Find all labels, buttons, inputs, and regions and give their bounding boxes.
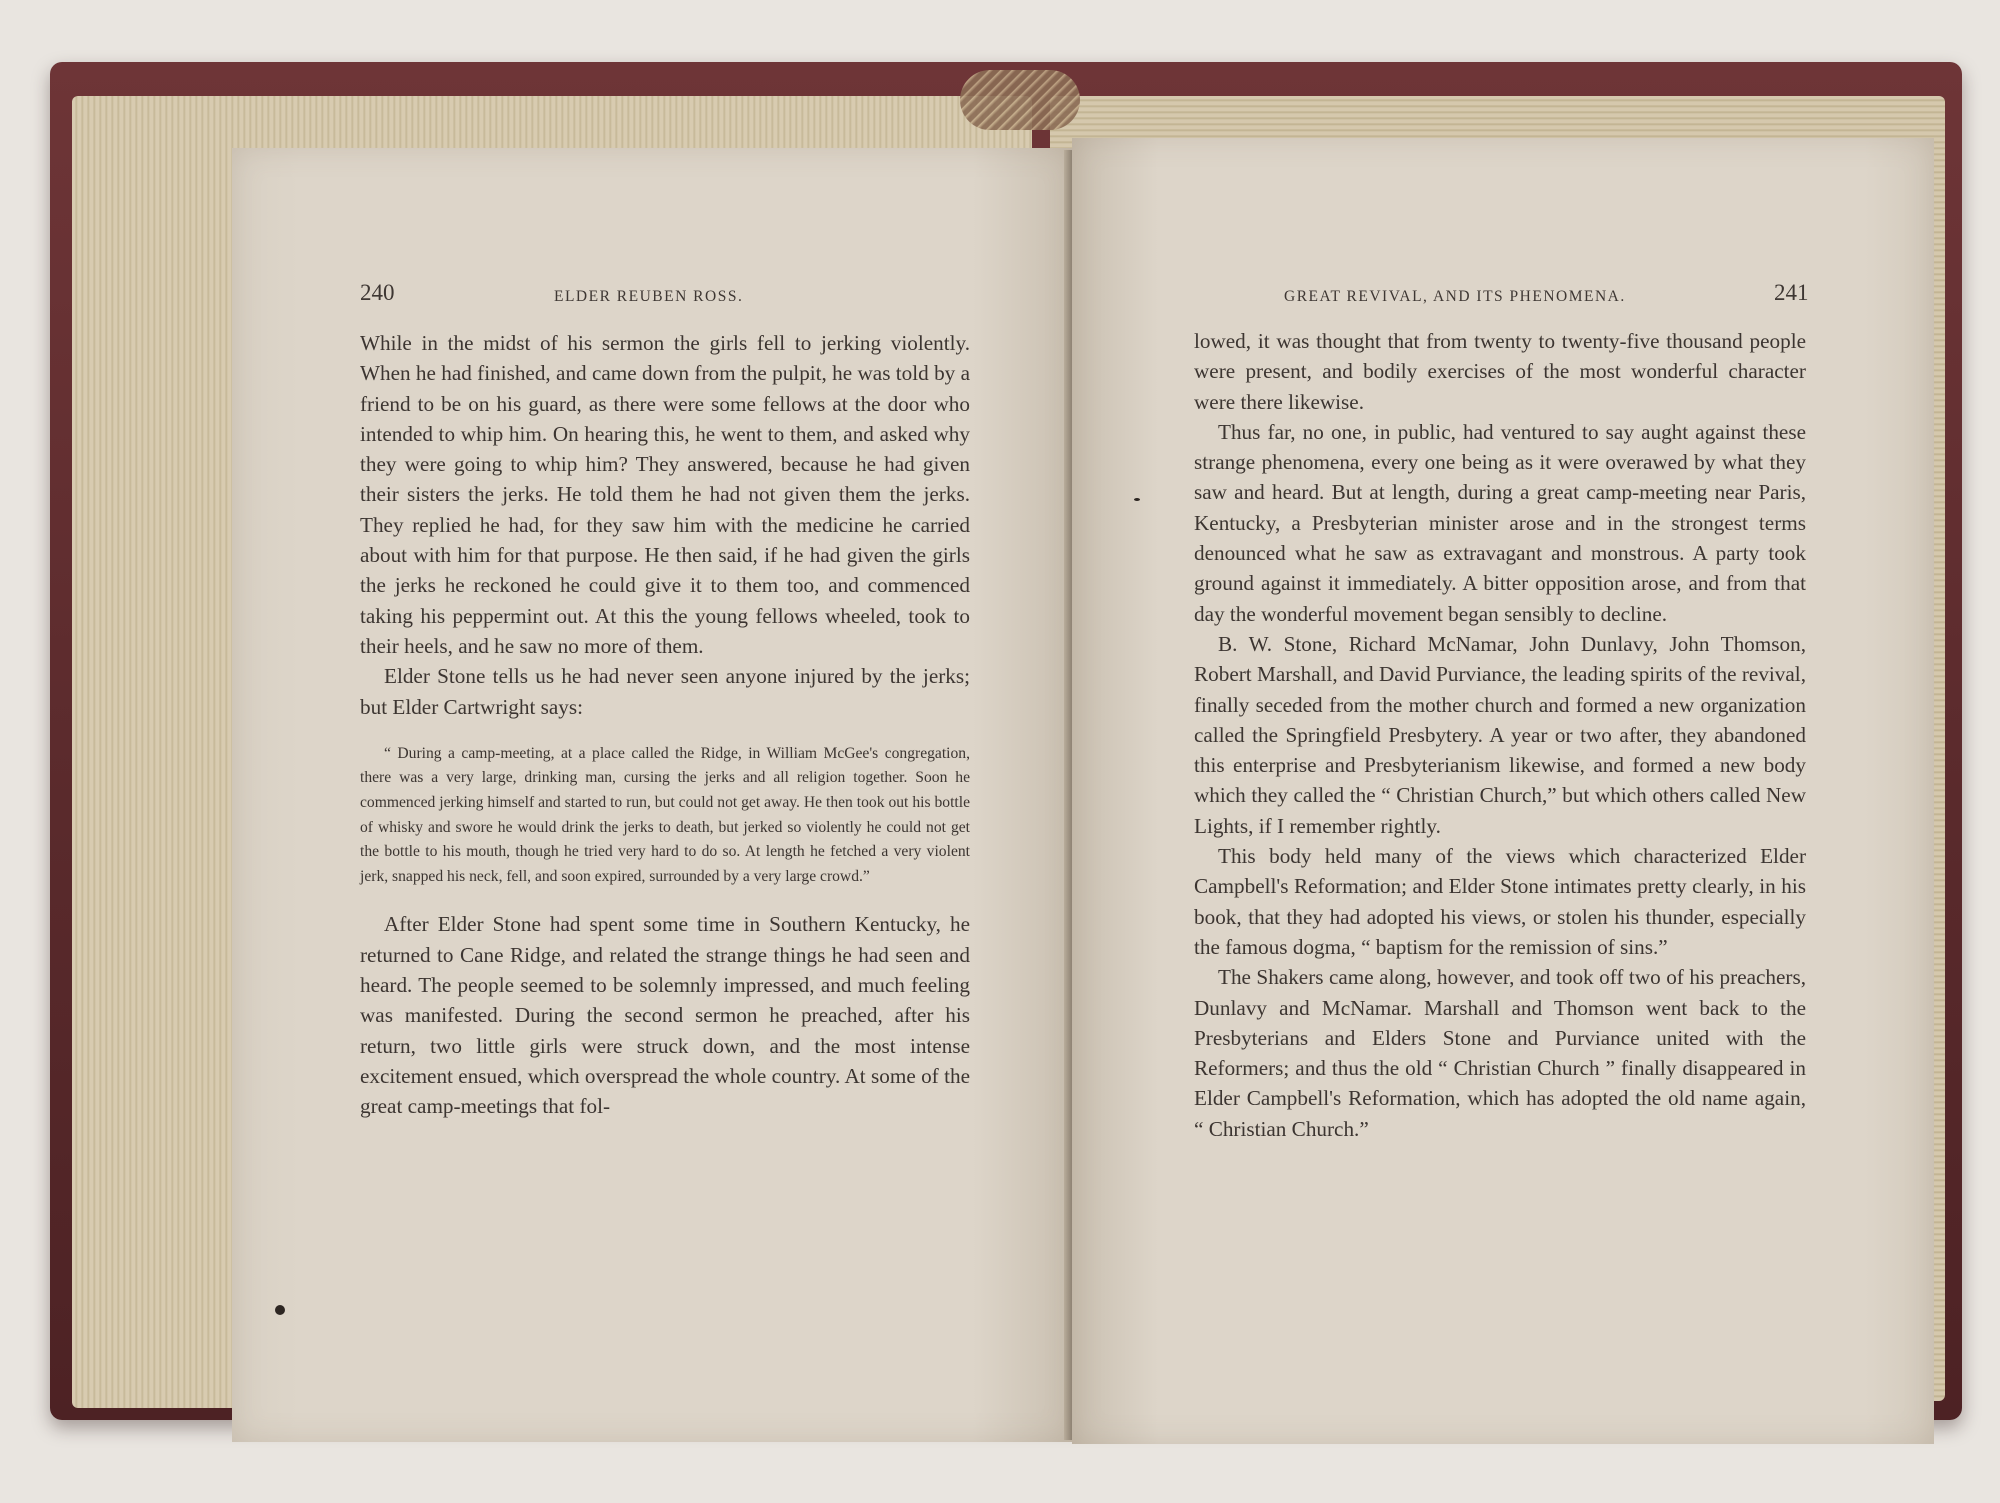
ink-mark (1134, 498, 1140, 501)
right-paragraph-1: Thus far, no one, in public, had ventured to say aught against these strange phenomena, every one being as it were overawed by what they saw and heard. But at length, during a great camp-meeting near Paris, Kentucky, a Presbyterian minister arose and in the strongest terms denounced what he saw as extravagant and monstrous. A party took ground against it immediately. A bitter opposition arose, and from that day the wonderful movement began sensibly to decline. (1194, 419, 1806, 626)
left-paragraph-3: After Elder Stone had spent some time in Southern Kentucky, he returned to Cane Ridge, and related the strange things he had seen and heard. The people seemed to be solemnly impressed, and much feeling was manifested. During the second sermon he preached, after his return, two little girls were struck down, and the most intense excitement ensued, which overspread the whole country. At some of the great camp-meetings that fol- (360, 912, 970, 1119)
ink-spot (275, 1305, 285, 1315)
right-running-head: GREAT REVIVAL, AND ITS PHENOMENA. (1284, 288, 1626, 305)
right-page-body (1194, 326, 1806, 1144)
left-paragraph-1: While in the midst of his sermon the girls fell to jerking violently. When he had finished, and came down from the pulpit, he was told by a friend to be on his guard, as there were some fellows at the door who intended to whip him. On hearing this, he went to them, and asked why they were going to whip him? They answered, because he had given their sisters the jerks. He told them he had not given them the jerks. They replied he had, for they saw him with the medicine he carried about with him for that purpose. He then said, if he had given the girls the jerks he reckoned he could give it to them too, and commenced taking his peppermint out. At this the young fellows wheeled, took to their heels, and he saw no more of them. (360, 331, 970, 658)
right-paragraph-2: B. W. Stone, Richard McNamar, John Dunlavy, John Thomson, Robert Marshall, and David Purviance, the leading spirits of the revival, finally seceded from the mother church and formed a new organization called the Springfield Presbytery. A year or two after, they abandoned this enterprise and Presbyterianism likewise, and formed a new body which they called the “ Christian Church,” but which others called New Lights, if I remember rightly. (1194, 631, 1806, 838)
left-page-number: 240 (360, 280, 395, 305)
right-page (1072, 138, 1934, 1444)
right-page-number: 241 (1774, 280, 1809, 305)
right-paragraph-4: The Shakers came along, however, and took off two of his preachers, Dunlavy and McNamar. Marshall and Thomson went back to the Presbyterians and Elders Stone and Purviance united with the Reformers; and thus the old “ Christian Church ” finally disappeared in Elder Campbell's Reformation, which has adopted the old name again, “ Christian Church.” (1194, 965, 1806, 1141)
left-running-head: ELDER REUBEN ROSS. (554, 288, 744, 305)
left-page (232, 148, 1074, 1442)
left-page-body (360, 328, 970, 1122)
spine-headband (960, 70, 1080, 130)
right-paragraph-3: This body held many of the views which characterized Elder Campbell's Reformation; and Elder Stone intimates pretty clearly, in his book, that they had adopted his views, or stolen his thunder, especially the famous dogma, “ baptism for the remission of sins.” (1194, 844, 1806, 959)
cartwright-quote: “ During a camp-meeting, at a place called the Ridge, in William McGee's congregation, there was a very large, drinking man, cursing the jerks and all religion together. Soon he commenced jerking himself and started to run, but could not get away. He then took out his bottle of whisky and swore he would drink the jerks to death, but jerked so violently he could not get the bottle to his mouth, though he tried very hard to do so. At length he fetched a very violent jerk, snapped his neck, fell, and soon expired, surrounded by a very large crowd.” (360, 744, 970, 885)
left-paragraph-2: Elder Stone tells us he had never seen anyone injured by the jerks; but Elder Cartwright says: (360, 664, 970, 719)
right-continuation: lowed, it was thought that from twenty to twenty-five thousand people were present, and bodily exercises of the most wonderful character were there likewise. (1194, 329, 1806, 414)
